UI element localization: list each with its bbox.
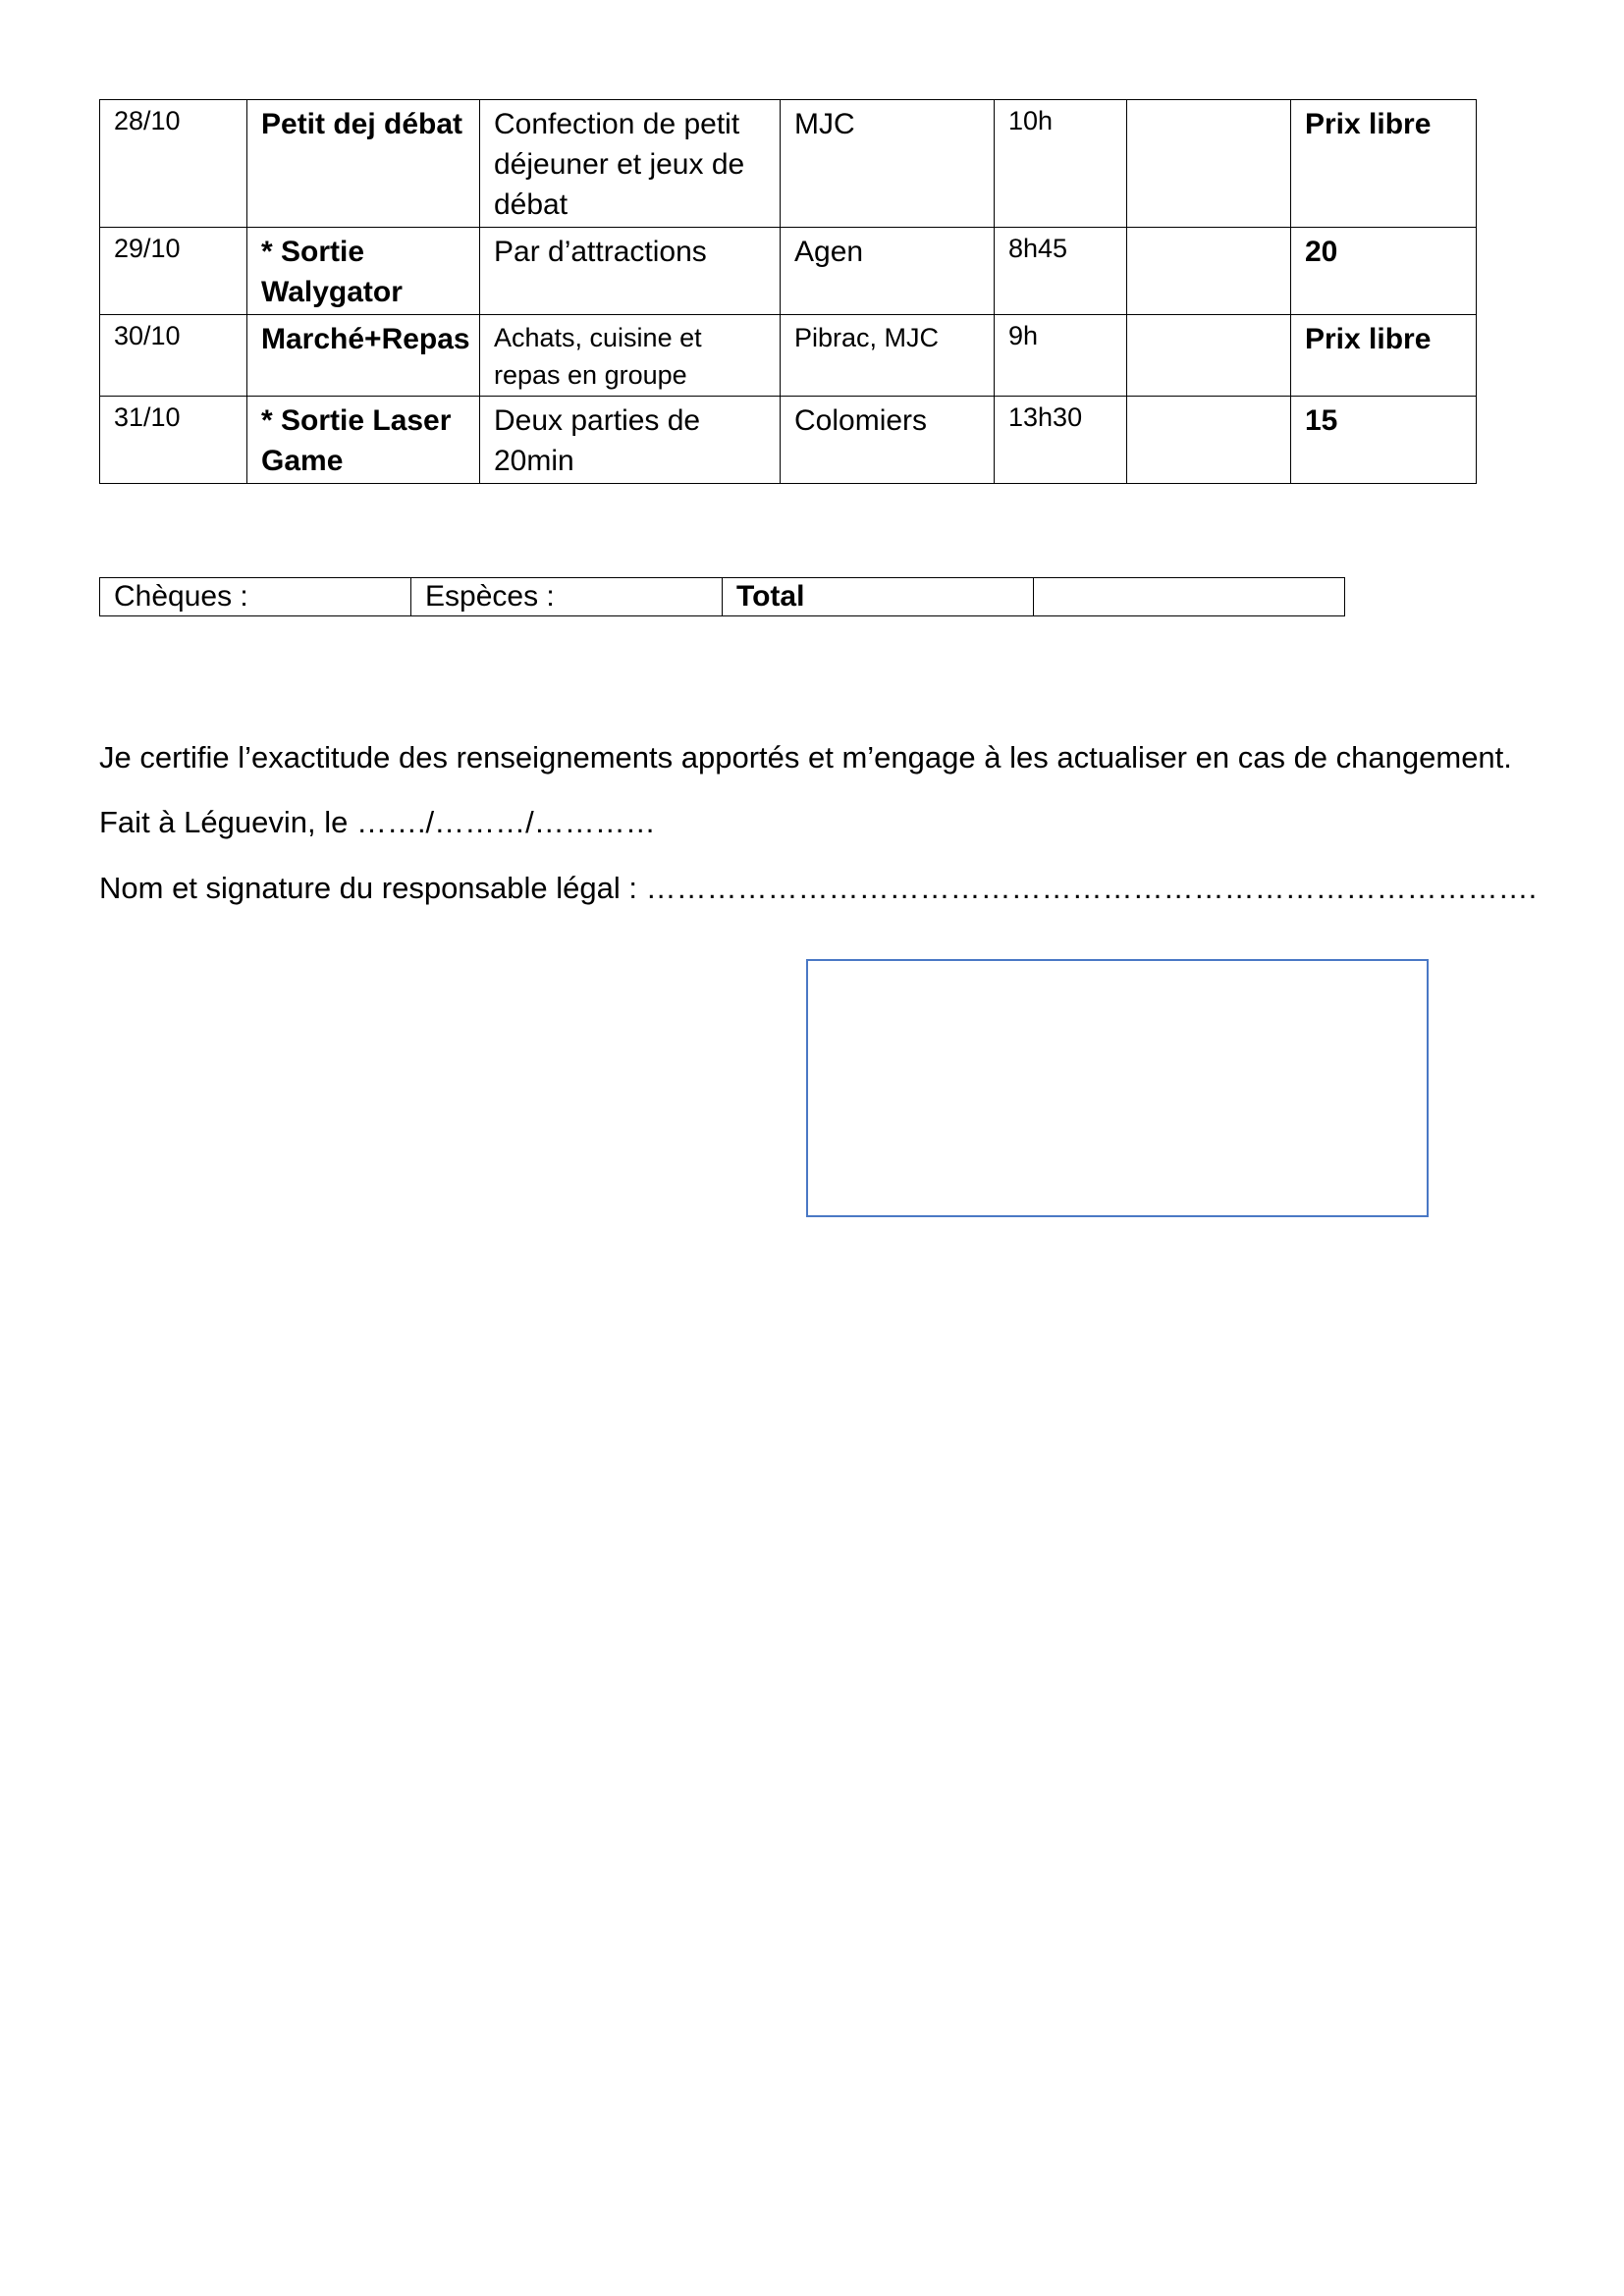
activity-price: 20 bbox=[1291, 228, 1477, 315]
activity-time: 8h45 bbox=[995, 228, 1127, 315]
activity-description: Deux parties de 20min bbox=[480, 397, 781, 484]
activity-name: * Sortie Walygator bbox=[247, 228, 480, 315]
signature-line[interactable]: Nom et signature du responsable légal : ……………………………………………………………………………. bbox=[99, 871, 1538, 905]
activity-price: Prix libre bbox=[1291, 100, 1477, 228]
activity-date: 31/10 bbox=[100, 397, 247, 484]
table-row bbox=[100, 228, 1477, 315]
table-row bbox=[100, 397, 1477, 484]
activity-description: Par d’attractions bbox=[480, 228, 781, 315]
activity-place: Colomiers bbox=[781, 397, 995, 484]
certification-text: Je certifie l’exactitude des renseignements apportés et m’engage à les actualiser en cas de changement. bbox=[99, 740, 1512, 774]
activities-table bbox=[99, 99, 1477, 484]
table-row bbox=[100, 578, 1345, 616]
activity-date: 28/10 bbox=[100, 100, 247, 228]
especes-cell[interactable]: Espèces : bbox=[411, 578, 723, 616]
place-date-line[interactable]: Fait à Léguevin, le ……./………/………… bbox=[99, 805, 656, 839]
table-row bbox=[100, 315, 1477, 397]
total-value-cell[interactable] bbox=[1034, 578, 1345, 616]
activity-check-cell[interactable] bbox=[1127, 228, 1291, 315]
activity-time: 9h bbox=[995, 315, 1127, 397]
activity-name: * Sortie Laser Game bbox=[247, 397, 480, 484]
activity-check-cell[interactable] bbox=[1127, 397, 1291, 484]
activity-time: 10h bbox=[995, 100, 1127, 228]
activity-check-cell[interactable] bbox=[1127, 100, 1291, 228]
activity-description: Achats, cuisine et repas en groupe bbox=[480, 315, 781, 397]
activity-place: MJC bbox=[781, 100, 995, 228]
total-label: Total bbox=[723, 578, 1034, 616]
activity-place: Pibrac, MJC bbox=[781, 315, 995, 397]
signature-box[interactable] bbox=[806, 959, 1429, 1217]
activity-place: Agen bbox=[781, 228, 995, 315]
activity-time: 13h30 bbox=[995, 397, 1127, 484]
payment-table bbox=[99, 577, 1345, 616]
activity-check-cell[interactable] bbox=[1127, 315, 1291, 397]
activity-price: Prix libre bbox=[1291, 315, 1477, 397]
activity-date: 29/10 bbox=[100, 228, 247, 315]
activity-description: Confection de petit déjeuner et jeux de débat bbox=[480, 100, 781, 228]
activity-date: 30/10 bbox=[100, 315, 247, 397]
activity-name: Petit dej débat bbox=[247, 100, 480, 228]
cheques-cell[interactable]: Chèques : bbox=[100, 578, 411, 616]
activity-price: 15 bbox=[1291, 397, 1477, 484]
activity-name: Marché+Repas bbox=[247, 315, 480, 397]
table-row bbox=[100, 100, 1477, 228]
